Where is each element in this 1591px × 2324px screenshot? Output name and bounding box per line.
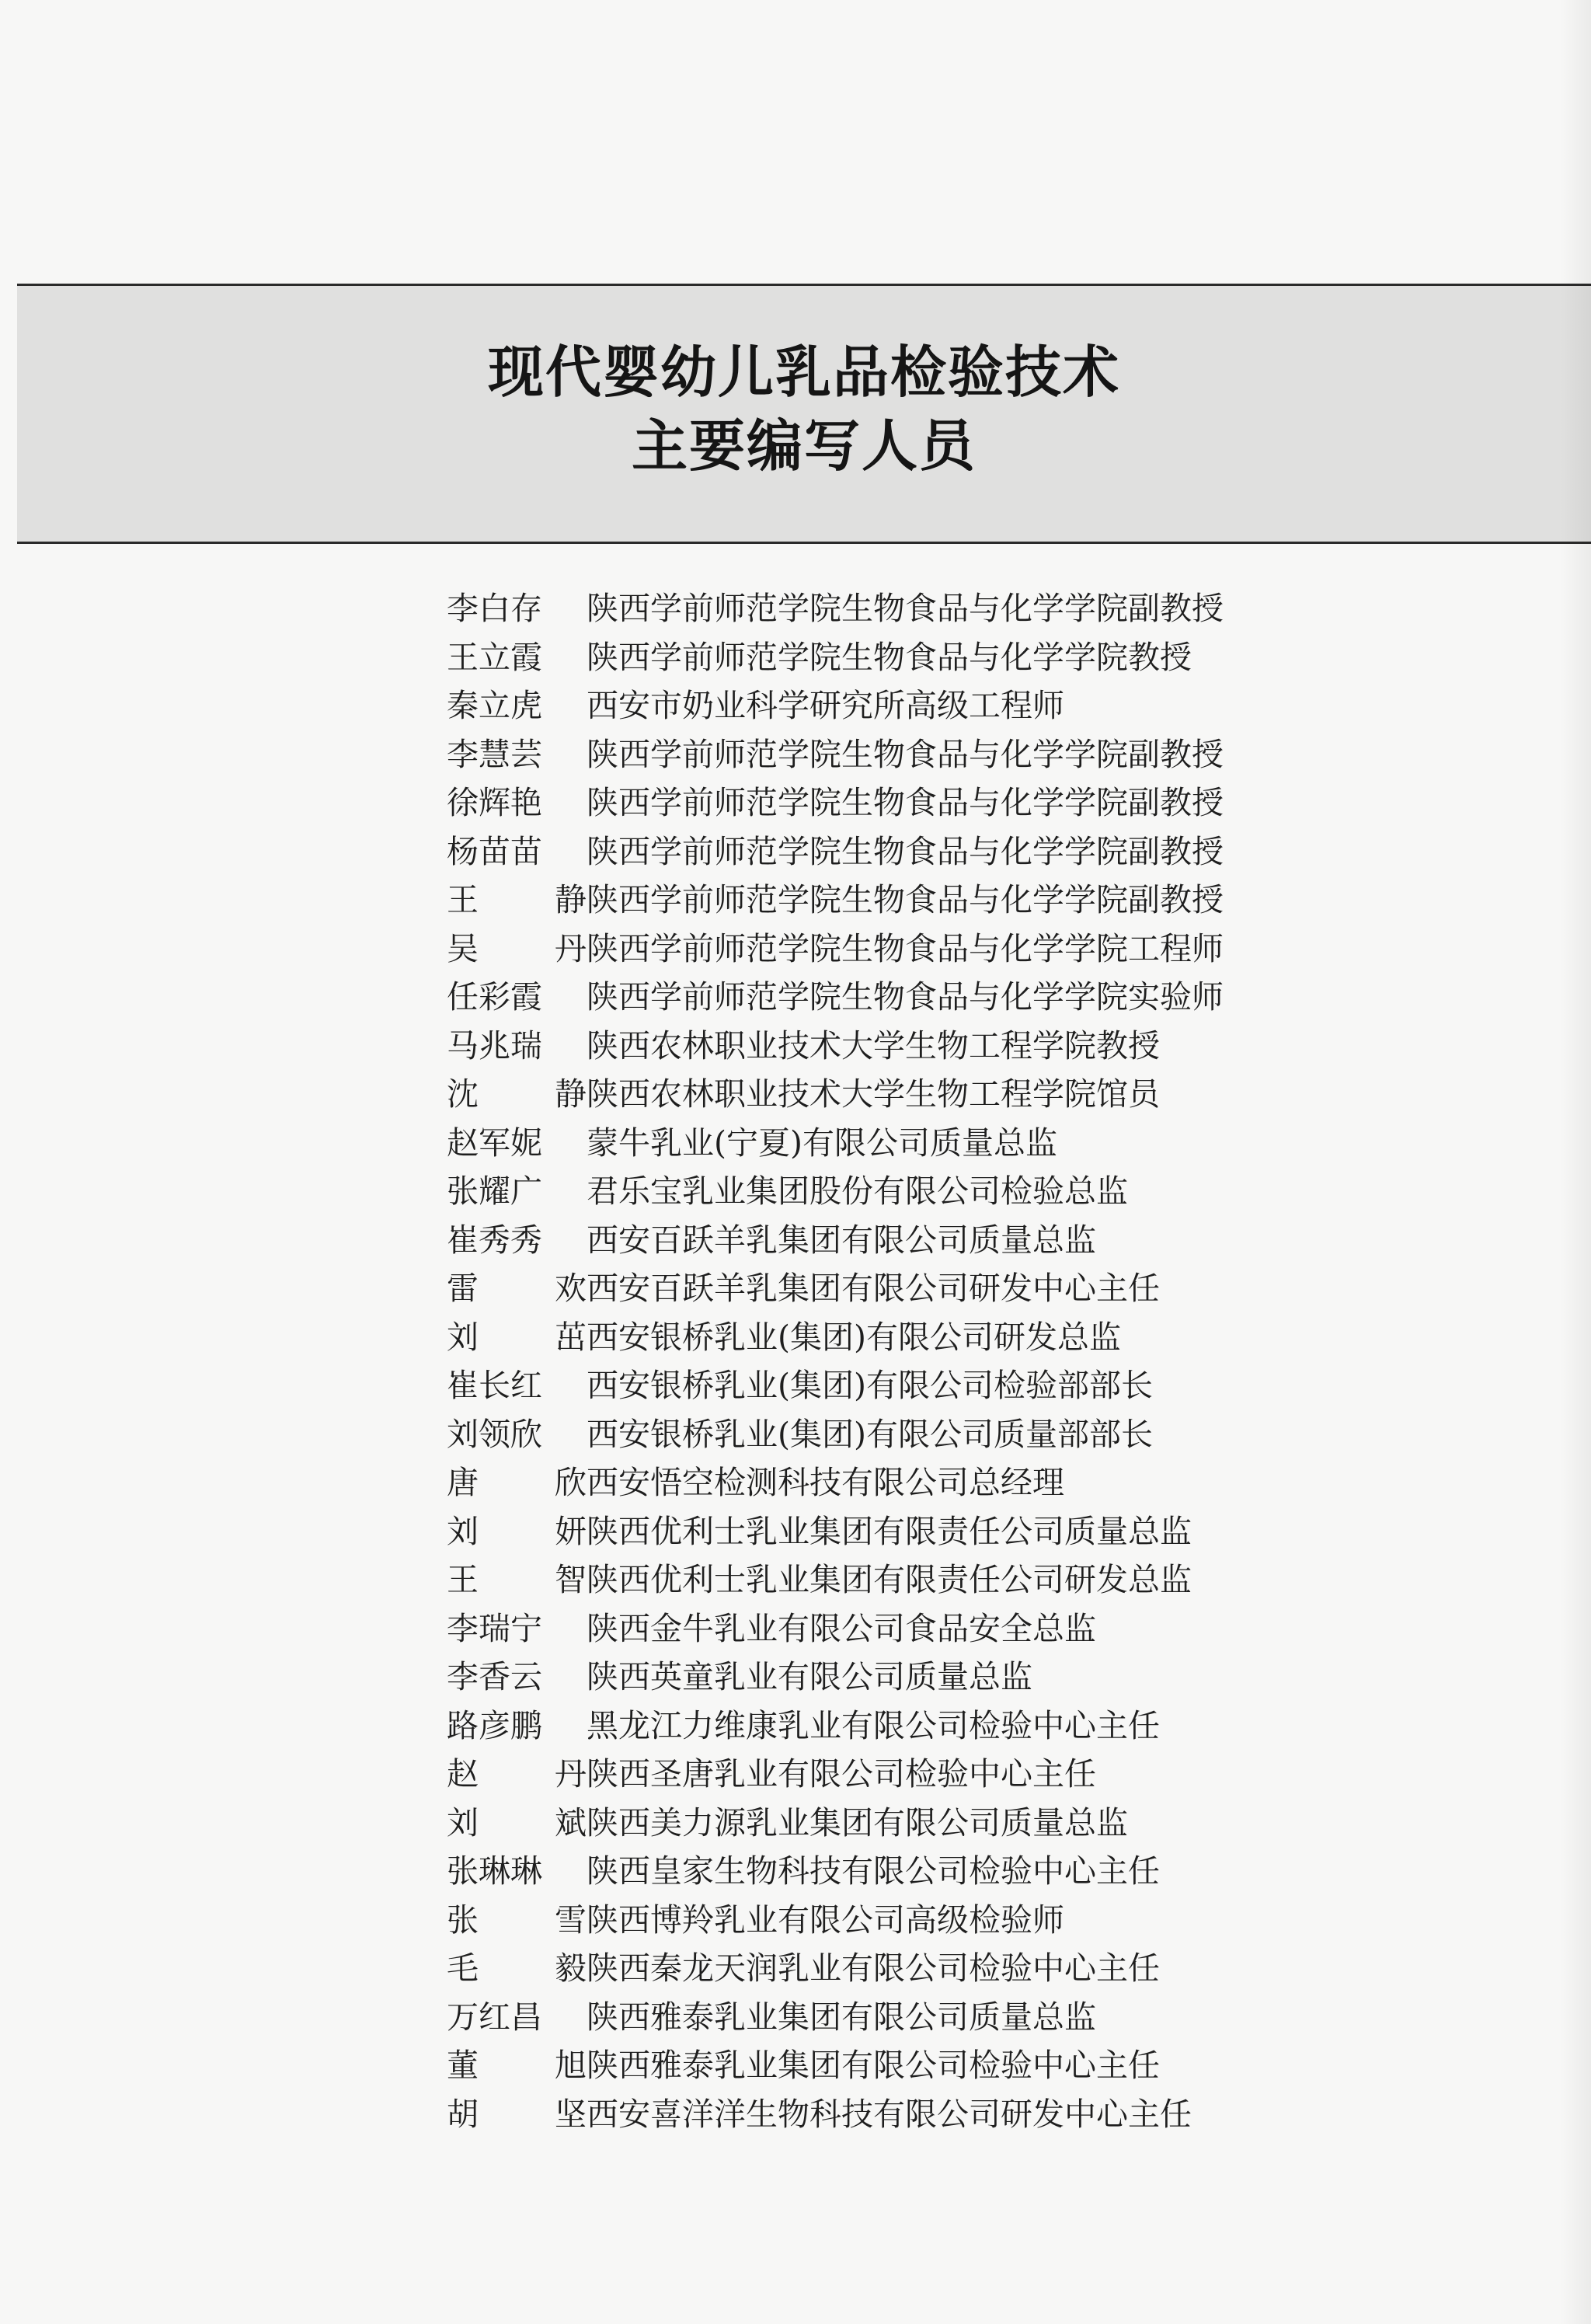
author-affiliation: 陕西学前师范学院生物食品与化学学院教授 <box>587 638 1192 676</box>
author-affiliation: 陕西皇家生物科技有限公司检验中心主任 <box>587 1852 1160 1890</box>
author-affiliation: 陕西学前师范学院生物食品与化学学院实验师 <box>587 978 1224 1016</box>
author-name: 崔长红 <box>447 1367 542 1404</box>
author-list <box>447 584 1379 2138</box>
author-name: 李瑞宁 <box>447 1609 542 1647</box>
author-row <box>447 1896 1379 1945</box>
author-row <box>447 1313 1379 1362</box>
author-name: 张琳琳 <box>447 1852 542 1890</box>
author-affiliation: 陕西学前师范学院生物食品与化学学院副教授 <box>587 784 1224 821</box>
author-row <box>447 1022 1379 1071</box>
author-row <box>447 584 1379 633</box>
author-affiliation: 君乐宝乳业集团股份有限公司检验总监 <box>587 1172 1128 1210</box>
author-row <box>447 1458 1379 1507</box>
author-affiliation: 陕西雅泰乳业集团有限公司质量总监 <box>587 1998 1096 2036</box>
author-affiliation: 陕西学前师范学院生物食品与化学学院副教授 <box>587 590 1224 627</box>
author-affiliation: 陕西雅泰乳业集团有限公司检验中心主任 <box>587 2047 1160 2084</box>
author-affiliation: 西安银桥乳业(集团)有限公司质量部部长 <box>587 1415 1153 1453</box>
author-row <box>447 1653 1379 1702</box>
author-row <box>447 633 1379 682</box>
author-name: 杨苗苗 <box>447 832 542 870</box>
author-name: 王立霞 <box>447 638 542 676</box>
author-affiliation: 陕西学前师范学院生物食品与化学学院副教授 <box>587 735 1224 773</box>
author-name: 刘领欣 <box>447 1415 542 1453</box>
author-affiliation: 陕西优利士乳业集团有限责任公司质量总监 <box>587 1512 1192 1550</box>
author-name: 雷 欢 <box>447 1270 587 1307</box>
author-affiliation: 陕西金牛乳业有限公司食品安全总监 <box>587 1609 1096 1647</box>
author-row <box>447 1702 1379 1751</box>
author-affiliation: 陕西农林职业技术大学生物工程学院教授 <box>587 1026 1160 1064</box>
author-name: 张 雪 <box>447 1901 587 1939</box>
author-name: 王 智 <box>447 1561 587 1598</box>
author-name: 毛 毅 <box>447 1949 587 1987</box>
book-title: 现代婴幼儿乳品检验技术 <box>487 340 1120 405</box>
author-affiliation: 陕西农林职业技术大学生物工程学院馆员 <box>587 1075 1160 1113</box>
author-row <box>447 1410 1379 1459</box>
author-row <box>447 1605 1379 1653</box>
author-row <box>447 1361 1379 1410</box>
author-name: 唐 欣 <box>447 1464 587 1501</box>
author-affiliation: 黑龙江力维康乳业有限公司检验中心主任 <box>587 1706 1160 1744</box>
author-name: 秦立虎 <box>447 687 542 724</box>
author-row <box>447 2090 1379 2139</box>
author-affiliation: 陕西学前师范学院生物食品与化学学院副教授 <box>587 832 1224 870</box>
author-affiliation: 陕西学前师范学院生物食品与化学学院副教授 <box>587 881 1224 918</box>
author-name: 李慧芸 <box>447 735 542 773</box>
author-name: 刘 妍 <box>447 1512 587 1550</box>
author-name: 刘 茁 <box>447 1318 587 1356</box>
author-name: 任彩霞 <box>447 978 542 1016</box>
author-affiliation: 陕西秦龙天润乳业有限公司检验中心主任 <box>587 1949 1160 1987</box>
title-banner <box>17 284 1591 544</box>
author-row <box>447 1799 1379 1848</box>
author-row <box>447 973 1379 1022</box>
author-row <box>447 925 1379 974</box>
author-name: 李白存 <box>447 590 542 627</box>
author-row <box>447 1119 1379 1168</box>
author-affiliation: 陕西优利士乳业集团有限责任公司研发总监 <box>587 1561 1192 1598</box>
author-name: 刘 斌 <box>447 1803 587 1841</box>
author-name: 张耀广 <box>447 1172 542 1210</box>
author-affiliation: 陕西英童乳业有限公司质量总监 <box>587 1658 1032 1695</box>
author-affiliation: 陕西学前师范学院生物食品与化学学院工程师 <box>587 929 1224 967</box>
author-row <box>447 730 1379 779</box>
author-row <box>447 1216 1379 1265</box>
page-edge-shadow <box>1560 0 1591 2324</box>
author-row <box>447 1944 1379 1993</box>
author-row <box>447 2041 1379 2090</box>
author-name: 王 静 <box>447 881 587 918</box>
author-row <box>447 1167 1379 1216</box>
author-affiliation: 西安悟空检测科技有限公司总经理 <box>587 1464 1064 1501</box>
author-row <box>447 681 1379 730</box>
author-row <box>447 828 1379 876</box>
author-affiliation: 陕西美力源乳业集团有限公司质量总监 <box>587 1803 1128 1841</box>
author-affiliation: 陕西博羚乳业有限公司高级检验师 <box>587 1901 1064 1939</box>
author-affiliation: 西安喜洋洋生物科技有限公司研发中心主任 <box>587 2095 1192 2133</box>
author-affiliation: 蒙牛乳业(宁夏)有限公司质量总监 <box>587 1124 1057 1162</box>
author-name: 胡 坚 <box>447 2095 587 2133</box>
author-row <box>447 876 1379 925</box>
author-name: 李香云 <box>447 1658 542 1695</box>
author-name: 吴 丹 <box>447 929 587 967</box>
author-affiliation: 西安百跃羊乳集团有限公司质量总监 <box>587 1221 1096 1259</box>
author-name: 路彦鹏 <box>447 1706 542 1744</box>
author-affiliation: 西安市奶业科学研究所高级工程师 <box>587 687 1064 724</box>
author-affiliation: 西安银桥乳业(集团)有限公司检验部部长 <box>587 1367 1153 1404</box>
author-row <box>447 1507 1379 1556</box>
author-row <box>447 1750 1379 1799</box>
author-row <box>447 1556 1379 1605</box>
author-row <box>447 1070 1379 1119</box>
section-title: 主要编写人员 <box>631 413 977 479</box>
author-row <box>447 1993 1379 2042</box>
author-affiliation: 西安百跃羊乳集团有限公司研发中心主任 <box>587 1270 1160 1307</box>
author-name: 崔秀秀 <box>447 1221 542 1259</box>
author-name: 赵军妮 <box>447 1124 542 1162</box>
author-affiliation: 西安银桥乳业(集团)有限公司研发总监 <box>587 1318 1121 1356</box>
author-row <box>447 1847 1379 1896</box>
author-name: 徐辉艳 <box>447 784 542 821</box>
author-name: 沈 静 <box>447 1075 587 1113</box>
author-row <box>447 779 1379 828</box>
author-row <box>447 1264 1379 1313</box>
author-affiliation: 陕西圣唐乳业有限公司检验中心主任 <box>587 1755 1096 1793</box>
author-name: 赵 丹 <box>447 1755 587 1793</box>
author-name: 万红昌 <box>447 1998 542 2036</box>
author-name: 董 旭 <box>447 2047 587 2084</box>
author-name: 马兆瑞 <box>447 1026 542 1064</box>
